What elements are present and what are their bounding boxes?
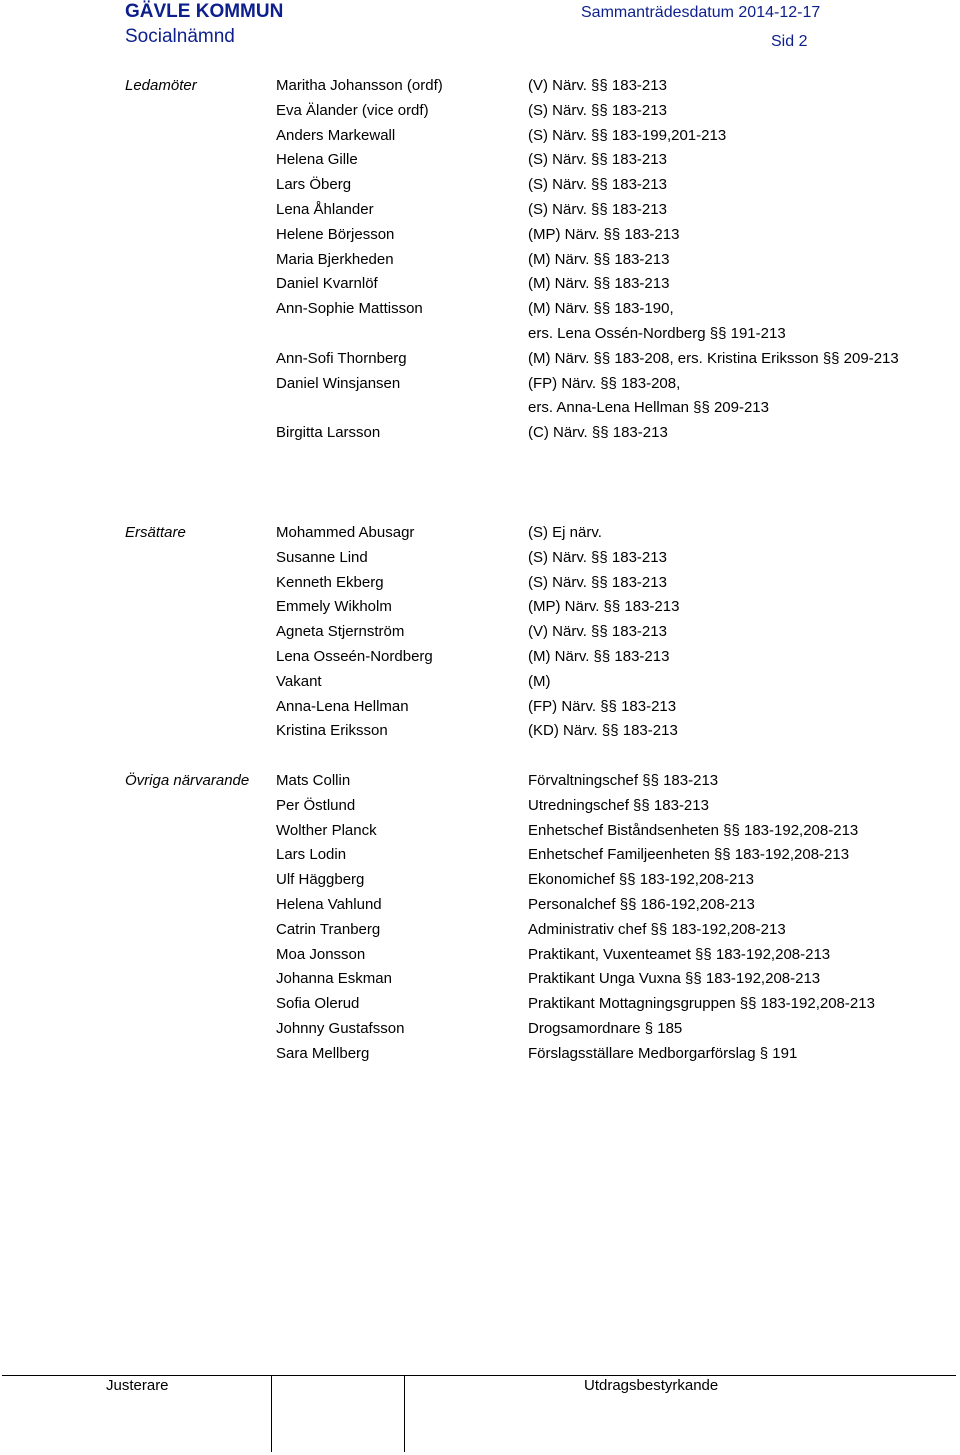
section-label: Ledamöter (125, 77, 197, 94)
member-list (276, 74, 956, 446)
person-name: Ann-Sofi Thornberg (276, 349, 407, 367)
attendance-info: (S) Närv. §§ 183-213 (528, 548, 667, 566)
person-name: Moa Jonsson (276, 945, 366, 963)
person-name: Birgitta Larsson (276, 424, 381, 442)
list-item (276, 124, 956, 149)
person-name: Ann-Sophie Mattisson (276, 300, 423, 318)
list-item (276, 645, 956, 670)
attendance-info: (V) Närv. §§ 183-213 (528, 623, 667, 641)
person-name: Per Östlund (276, 796, 356, 814)
role-info: Utredningschef §§ 183-213 (528, 796, 709, 814)
list-item (276, 248, 956, 273)
list-item (276, 868, 956, 893)
list-item (276, 372, 956, 397)
list-item (276, 74, 956, 99)
attendance-info: ers. Lena Ossén-Nordberg §§ 191-213 (528, 324, 786, 342)
list-item (276, 719, 956, 744)
person-name: Helene Börjesson (276, 225, 395, 243)
person-name: Lars Lodin (276, 846, 347, 864)
person-name: Johanna Eskman (276, 970, 392, 988)
person-name: Eva Älander (vice ordf) (276, 101, 429, 119)
section-label: Ersättare (125, 524, 186, 541)
list-item (276, 893, 956, 918)
person-name: Lars Öberg (276, 176, 352, 194)
person-name: Wolther Planck (276, 821, 377, 839)
attendance-info: (S) Närv. §§ 183-213 (528, 151, 667, 169)
attendance-info: (S) Närv. §§ 183-213 (528, 573, 667, 591)
person-name: Emmely Wikholm (276, 598, 392, 616)
attendance-info: ers. Anna-Lena Hellman §§ 209-213 (528, 399, 769, 417)
person-name: Johnny Gustafsson (276, 1019, 405, 1037)
role-info: Enhetschef Biståndsenheten §§ 183-192,208-213 (528, 821, 859, 839)
attendance-info: (FP) Närv. §§ 183-213 (528, 697, 677, 715)
list-item (276, 99, 956, 124)
person-name: Daniel Kvarnlöf (276, 275, 378, 293)
list-item (276, 571, 956, 596)
utdragsbestyrkande-label: Utdragsbestyrkande (584, 1377, 719, 1394)
list-item (276, 670, 956, 695)
organization-name: GÄVLE KOMMUN (125, 1, 284, 22)
attendance-info: (M) Närv. §§ 183-213 (528, 647, 670, 665)
attendance-info: (S) Närv. §§ 183-213 (528, 101, 667, 119)
person-name: Kristina Eriksson (276, 722, 388, 740)
list-item (276, 695, 956, 720)
attendance-info: (MP) Närv. §§ 183-213 (528, 598, 680, 616)
person-name: Sofia Olerud (276, 995, 360, 1013)
attendance-info: (S) Närv. §§ 183-213 (528, 176, 667, 194)
person-name: Maritha Johansson (ordf) (276, 77, 443, 94)
role-info: Enhetschef Familjeenheten §§ 183-192,208-213 (528, 846, 850, 864)
person-name: Susanne Lind (276, 548, 368, 566)
substitute-list (276, 521, 956, 744)
list-item (276, 347, 956, 372)
person-name: Mats Collin (276, 772, 351, 789)
footer-divider (404, 1375, 405, 1452)
attendance-info: (S) Ej närv. (528, 524, 602, 541)
role-info: Förvaltningschef §§ 183-213 (528, 772, 719, 789)
attendance-info: (FP) Närv. §§ 183-208, (528, 374, 681, 392)
list-item (276, 918, 956, 943)
list-item (276, 943, 956, 968)
attendance-info: (M) (528, 672, 551, 690)
list-item (276, 521, 956, 546)
list-item (276, 198, 956, 223)
person-name: Anna-Lena Hellman (276, 697, 409, 715)
list-item (276, 843, 956, 868)
role-info: Ekonomichef §§ 183-192,208-213 (528, 871, 754, 889)
list-item (276, 992, 956, 1017)
role-info: Praktikant Mottagningsgruppen §§ 183-192,208-213 (528, 995, 875, 1013)
list-item (276, 819, 956, 844)
person-name: Sara Mellberg (276, 1044, 370, 1062)
list-item (276, 546, 956, 571)
role-info: Praktikant, Vuxenteamet §§ 183-192,208-213 (528, 945, 831, 963)
person-name: Lena Åhlander (276, 200, 374, 218)
person-name: Daniel Winsjansen (276, 374, 401, 392)
person-name: Helena Gille (276, 151, 358, 169)
person-name: Agneta Stjernström (276, 623, 405, 641)
role-info: Personalchef §§ 186-192,208-213 (528, 895, 755, 913)
list-item-continuation (276, 322, 956, 347)
list-item (276, 1042, 956, 1067)
list-item (276, 148, 956, 173)
list-item (276, 223, 956, 248)
attendance-info: (V) Närv. §§ 183-213 (528, 77, 667, 94)
list-item (276, 769, 956, 794)
list-item (276, 595, 956, 620)
list-item (276, 421, 956, 446)
person-name: Kenneth Ekberg (276, 573, 384, 591)
attendance-info: (S) Närv. §§ 183-199,201-213 (528, 126, 727, 144)
attendance-info: (M) Närv. §§ 183-190, (528, 300, 674, 318)
footer-divider (271, 1375, 272, 1452)
role-info: Förslagsställare Medborgarförslag § 191 (528, 1044, 798, 1062)
attendance-info: (MP) Närv. §§ 183-213 (528, 225, 680, 243)
attendance-info: (M) Närv. §§ 183-213 (528, 275, 670, 293)
list-item-continuation (276, 396, 956, 421)
justerare-label: Justerare (106, 1377, 169, 1394)
person-name: Vakant (276, 672, 322, 690)
attendance-info: (M) Närv. §§ 183-208, ers. Kristina Eriksson §§ 209-213 (528, 349, 899, 367)
person-name: Catrin Tranberg (276, 920, 381, 938)
list-item (276, 272, 956, 297)
list-item (276, 173, 956, 198)
attendance-info: (S) Närv. §§ 183-213 (528, 200, 667, 218)
person-name: Mohammed Abusagr (276, 524, 415, 541)
person-name: Ulf Häggberg (276, 871, 365, 889)
list-item (276, 620, 956, 645)
attendance-info: (M) Närv. §§ 183-213 (528, 250, 670, 268)
attendance-info: (C) Närv. §§ 183-213 (528, 424, 668, 442)
person-name: Anders Markewall (276, 126, 396, 144)
role-info: Praktikant Unga Vuxna §§ 183-192,208-213 (528, 970, 821, 988)
list-item (276, 1017, 956, 1042)
list-item (276, 794, 956, 819)
page-number: Sid 2 (771, 33, 808, 50)
list-item (276, 297, 956, 322)
role-info: Administrativ chef §§ 183-192,208-213 (528, 920, 786, 938)
section-label: Övriga närvarande (125, 772, 250, 789)
other-attendees-list (276, 769, 956, 1067)
role-info: Drogsamordnare § 185 (528, 1019, 683, 1037)
person-name: Helena Vahlund (276, 895, 382, 913)
list-item (276, 967, 956, 992)
person-name: Maria Bjerkheden (276, 250, 394, 268)
department-name: Socialnämnd (125, 26, 235, 47)
meeting-date: Sammanträdesdatum 2014-12-17 (581, 4, 821, 21)
attendance-info: (KD) Närv. §§ 183-213 (528, 722, 678, 740)
person-name: Lena Osseén-Nordberg (276, 647, 433, 665)
